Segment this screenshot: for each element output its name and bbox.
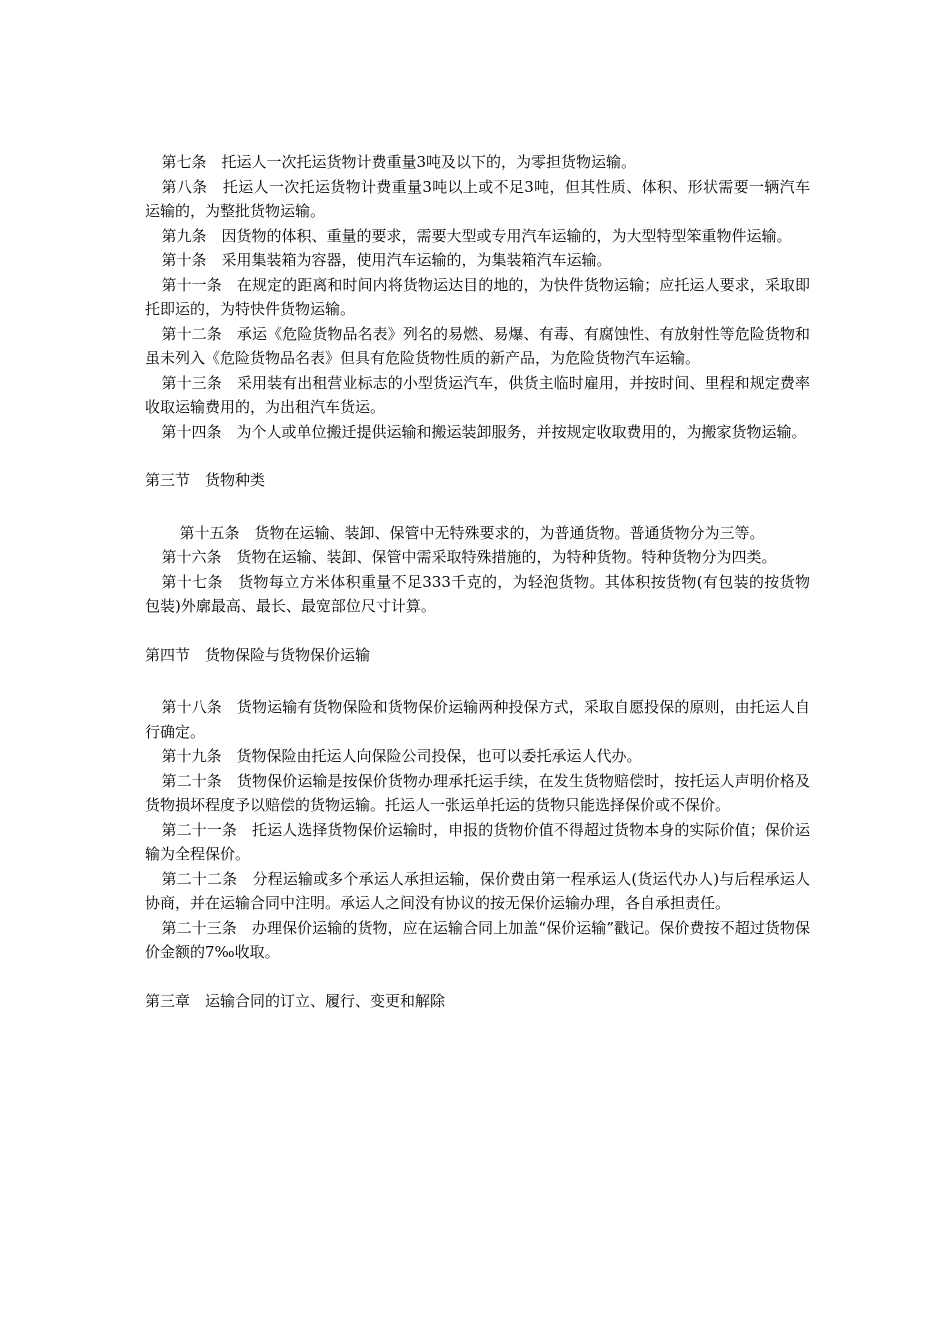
article-14: 第十四条 为个人或单位搬迁提供运输和搬运装卸服务，并按规定收取费用的，为搬家货物运输。 bbox=[161, 422, 807, 441]
article-8: 第八条 托运人一次托运货物计费重量3吨以上或不足3吨，但其性质、体积、形状需要一辆汽车运输的，为整批货物运输。 bbox=[145, 177, 810, 220]
article-12: 第十二条 承运《危险货物品名表》列名的易燃、易爆、有毒、有腐蚀性、有放射性等危险货物和虽未列入《危险货物品名表》但具有危险货物性质的新产品，为危险货物汽车运输。 bbox=[145, 324, 810, 367]
spacer bbox=[145, 444, 810, 468]
spacer bbox=[145, 493, 810, 521]
article-18: 第十八条 货物运输有货物保险和货物保价运输两种投保方式，采取自愿投保的原则，由托运人自行确定。 bbox=[145, 698, 810, 741]
article-11: 第十一条 在规定的距离和时间内将货物运达目的地的，为快件货物运输；应托运人要求，采取即托即运的，为特快件货物运输。 bbox=[145, 275, 810, 318]
document-page bbox=[145, 150, 810, 1013]
article-7: 第七条 托运人一次托运货物计费重量3吨及以下的，为零担货物运输。 bbox=[161, 153, 637, 171]
spacer bbox=[145, 965, 810, 989]
article-20: 第二十条 货物保价运输是按保价货物办理承托运手续，在发生货物赔偿时，按托运人声明价格及货物损坏程度予以赔偿的货物运输。托运人一张运单托运的货物只能选择保价或不保价。 bbox=[145, 771, 810, 814]
chapter-3-heading: 第三章 运输合同的订立、履行、变更和解除 bbox=[145, 991, 446, 1010]
article-17: 第十七条 货物每立方米体积重量不足333千克的，为轻泡货物。其体积按货物(有包装的按货物包装)外廓最高、最长、最宽部位尺寸计算。 bbox=[145, 572, 810, 615]
article-15: 第十五条 货物在运输、装卸、保管中无特殊要求的，为普通货物。普通货物分为三等。 bbox=[179, 523, 765, 542]
article-13: 第十三条 采用装有出租营业标志的小型货运汽车，供货主临时雇用，并按时间、里程和规定费率收取运输费用的，为出租汽车货运。 bbox=[145, 373, 810, 416]
spacer bbox=[145, 667, 810, 695]
article-9: 第九条 因货物的体积、重量的要求，需要大型或专用汽车运输的，为大型特型笨重物件运输。 bbox=[161, 226, 792, 245]
section-3-heading: 第三节 货物种类 bbox=[145, 471, 266, 489]
article-22: 第二十二条 分程运输或多个承运人承担运输，保价费由第一程承运人(货运代办人)与后程承运人协商，并在运输合同中注明。承运人之间没有协议的按无保价运输办理，各自承担责任。 bbox=[145, 869, 810, 912]
article-19: 第十九条 货物保险由托运人向保险公司投保，也可以委托承运人代办。 bbox=[161, 747, 642, 765]
article-21: 第二十一条 托运人选择货物保价运输时，申报的货物价值不得超过货物本身的实际价值；保价运输为全程保价。 bbox=[145, 820, 810, 863]
article-23: 第二十三条 办理保价运输的货物，应在运输合同上加盖“保价运输”戳记。保价费按不超过货物保价金额的7‰收取。 bbox=[145, 918, 810, 961]
spacer bbox=[145, 619, 810, 643]
article-16: 第十六条 货物在运输、装卸、保管中需采取特殊措施的，为特种货物。特种货物分为四类。 bbox=[161, 548, 777, 566]
section-4-heading: 第四节 货物保险与货物保价运输 bbox=[145, 645, 371, 664]
article-10: 第十条 采用集装箱为容器，使用汽车运输的，为集装箱汽车运输。 bbox=[161, 251, 612, 269]
